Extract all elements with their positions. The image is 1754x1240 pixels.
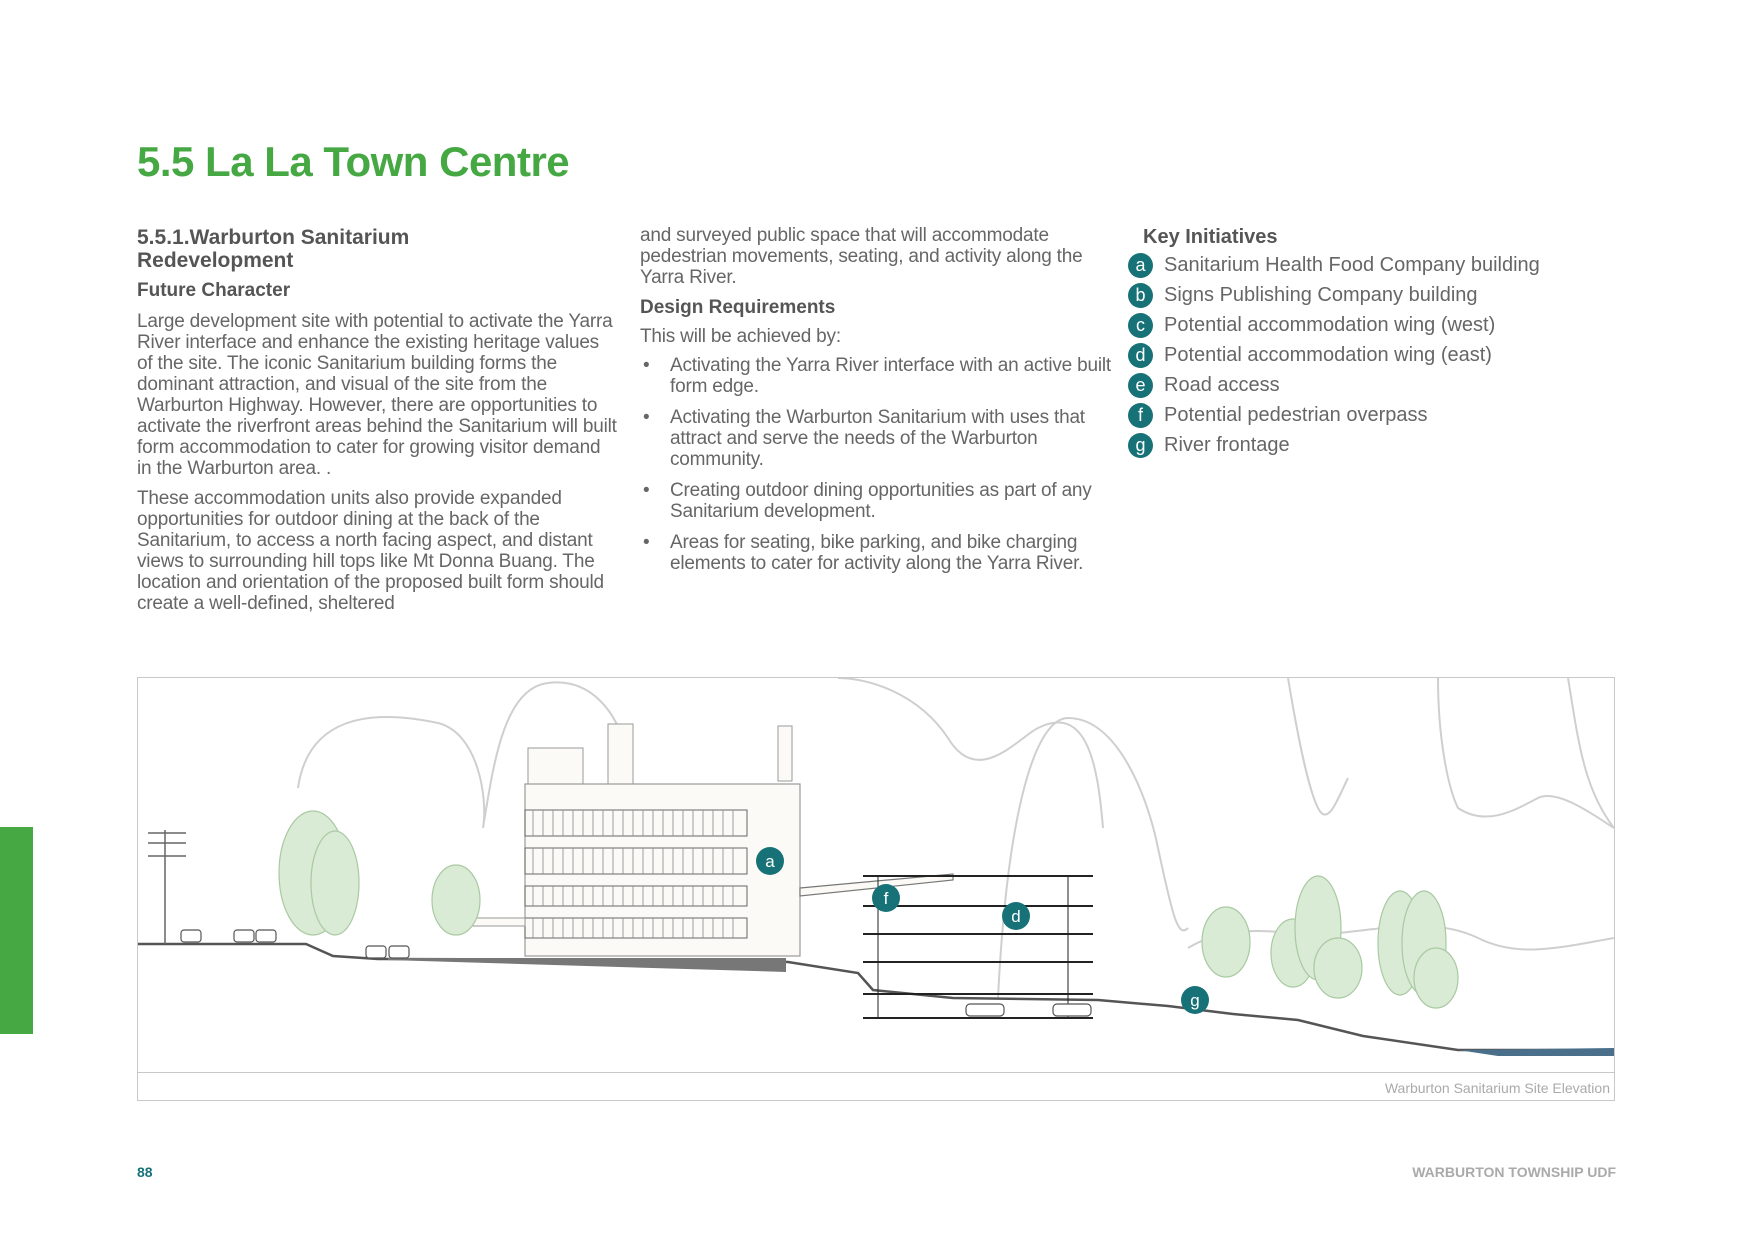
section-heading-line1: 5.5.1.Warburton Sanitarium [137, 226, 410, 249]
key-item-c: c Potential accommodation wing (west) [1135, 310, 1615, 340]
paragraph-1: Large development site with potential to activate the Yarra River interface and enhance the existing heritage values of the site. The iconic Sanitarium building forms the dominant attraction, and visual of the site from the Warburton Highway. However, there are opportunities to activate the riverfront areas behind the Sanitarium will built form accommodation to cater for growing visitor demand in the Warburton area. . [137, 311, 617, 479]
badge-d: d [1128, 343, 1153, 368]
bullet-item: • Areas for seating, bike parking, and bike charging elements to cater for activity along the Yarra River. [643, 532, 1084, 574]
bullet-item: • Creating outdoor dining opportunities as part of any Sanitarium development. [643, 480, 1092, 522]
design-requirements-heading: Design Requirements [640, 297, 836, 318]
key-item-a: a Sanitarium Health Food Company building [1135, 250, 1615, 280]
badge-b: b [1128, 283, 1153, 308]
column-left [137, 226, 617, 614]
markers [756, 847, 1209, 1014]
site-elevation-drawing [138, 678, 1614, 1074]
bullet-item: • Activating the Yarra River interface with an active built form edge. [643, 355, 1111, 397]
trees [279, 811, 1458, 1008]
badge-a: a [1128, 253, 1153, 278]
sanitarium-building [456, 724, 800, 956]
design-intro: This will be achieved by: [640, 326, 841, 347]
future-character-heading: Future Character [137, 280, 291, 301]
key-item-e: e Road access [1135, 370, 1615, 400]
side-tab [0, 827, 33, 1034]
utility-pole [148, 830, 186, 944]
key-item-d: d Potential accommodation wing (east) [1135, 340, 1615, 370]
badge-g: g [1128, 433, 1153, 458]
column-right [1135, 226, 1615, 460]
caption-bar [138, 1072, 1614, 1100]
bullet-dot: • [643, 407, 650, 428]
section-heading-line2: Redevelopment [137, 249, 294, 272]
marker-a: a [765, 852, 775, 871]
page-title: 5.5 La La Town Centre [137, 138, 570, 185]
marker-d: d [1011, 907, 1021, 926]
section-heading [137, 226, 617, 272]
key-item-g: g River frontage [1135, 430, 1615, 460]
key-initiatives-heading: Key Initiatives [1143, 226, 1278, 248]
page-number: 88 [137, 1164, 153, 1180]
design-bullets [640, 355, 1120, 574]
key-item-b: b Signs Publishing Company building [1135, 280, 1615, 310]
badge-c: c [1128, 313, 1153, 338]
badge-f: f [1128, 403, 1153, 428]
paragraph-2: These accommodation units also provide expanded opportunities for outdoor dining at the back of the Sanitarium, to access a north facing aspect, and distant views to surrounding hill tops like Mt Donna Buang. The location and orientation of the proposed built form should create a well-defined, sheltered [137, 488, 604, 614]
key-item-f: f Potential pedestrian overpass [1135, 400, 1615, 430]
marker-g: g [1190, 991, 1200, 1010]
site-elevation-figure [137, 677, 1615, 1101]
key-initiatives-list [1135, 250, 1615, 460]
bullet-dot: • [643, 480, 650, 501]
column-middle [640, 226, 1120, 584]
podium [388, 958, 786, 972]
bullet-item: • Activating the Warburton Sanitarium with uses that attract and serve the needs of the Warburton community. [643, 407, 1085, 470]
paragraph-2-continued: and surveyed public space that will accommodate pedestrian movements, seating, and activity along the Yarra River. [640, 225, 1083, 288]
marker-f: f [883, 889, 889, 908]
footer-title: WARBURTON TOWNSHIP UDF [1412, 1164, 1616, 1180]
figure-caption: Warburton Sanitarium Site Elevation [1384, 1080, 1610, 1096]
bullet-dot: • [643, 532, 650, 553]
bullet-dot: • [643, 355, 650, 376]
badge-e: e [1128, 373, 1153, 398]
